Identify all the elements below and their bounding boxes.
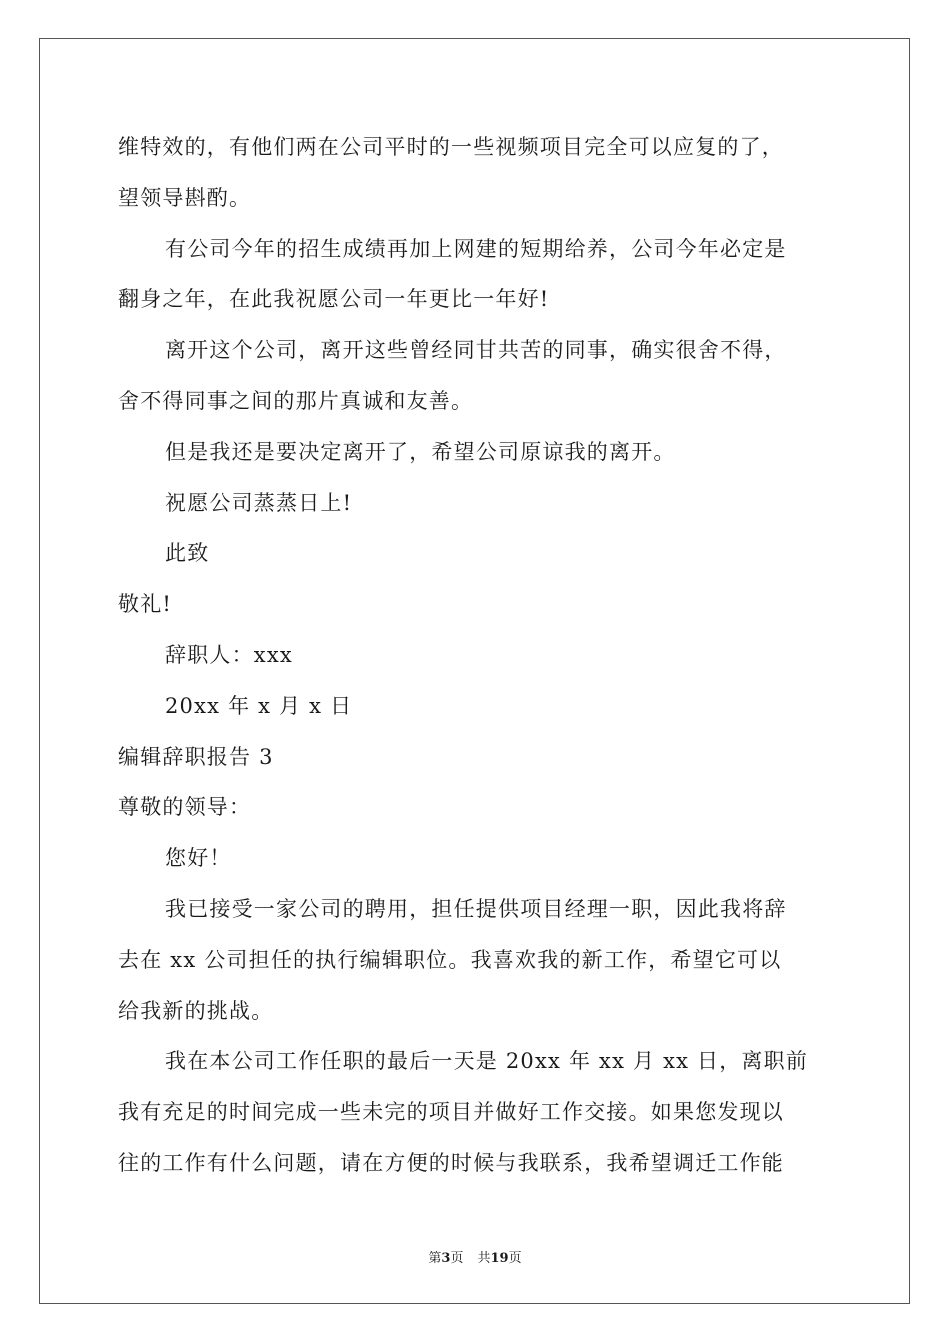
letter-greeting: 尊敬的领导：: [118, 795, 252, 820]
document-body: [118, 122, 838, 1189]
text-line: 维特效的，有他们两在公司平时的一些视频项目完全可以应复的了，: [118, 135, 784, 159]
page-total: 19: [490, 1251, 509, 1266]
text-line: 望领导斟酌。: [118, 185, 252, 210]
text-line: 舍不得同事之间的那片真诚和友善。: [118, 388, 474, 413]
total-suffix: 页: [508, 1251, 522, 1266]
salutation-closing: 此致: [165, 541, 210, 566]
paragraph-start: 我在本公司工作任职的最后一天是 20xx 年 xx 月 xx 日，离职前: [165, 1049, 809, 1074]
paragraph-start: 有公司今年的招生成绩再加上网建的短期给养，公司今年必定是: [165, 236, 787, 261]
text-line: 去在 xx 公司担任的执行编辑职位。我喜欢我的新工作，希望它可以: [118, 947, 782, 972]
page-number: 3: [441, 1251, 451, 1266]
paragraph-start: 我已接受一家公司的聘用，担任提供项目经理一职，因此我将辞: [165, 896, 787, 921]
paragraph-start: 但是我还是要决定离开了，希望公司原谅我的离开。: [165, 439, 676, 464]
paragraph-start: 离开这个公司，离开这些曾经同甘共苦的同事，确实很舍不得，: [165, 338, 787, 363]
closing-wish: 祝愿公司蒸蒸日上!: [165, 490, 353, 515]
text-line: 给我新的挑战。: [118, 998, 274, 1023]
text-line: 我有充足的时间完成一些未完的项目并做好工作交接。如果您发现以: [118, 1100, 784, 1125]
signature-line: 辞职人：xxx: [165, 642, 293, 667]
section-heading: 编辑辞职报告 3: [118, 744, 274, 769]
text-line: 往的工作有什么问题，请在方便的时候与我联系，我希望调迁工作能: [118, 1150, 784, 1175]
text-line: 翻身之年，在此我祝愿公司一年更比一年好!: [118, 287, 550, 312]
total-prefix: 共: [477, 1251, 491, 1266]
page-suffix: 页: [450, 1251, 464, 1266]
letter-hello: 您好！: [165, 846, 232, 871]
page-footer: [0, 1247, 950, 1266]
date-line: 20xx 年 x 月 x 日: [165, 693, 353, 718]
page-prefix: 第: [428, 1251, 442, 1266]
salutation-regards: 敬礼!: [118, 592, 173, 617]
